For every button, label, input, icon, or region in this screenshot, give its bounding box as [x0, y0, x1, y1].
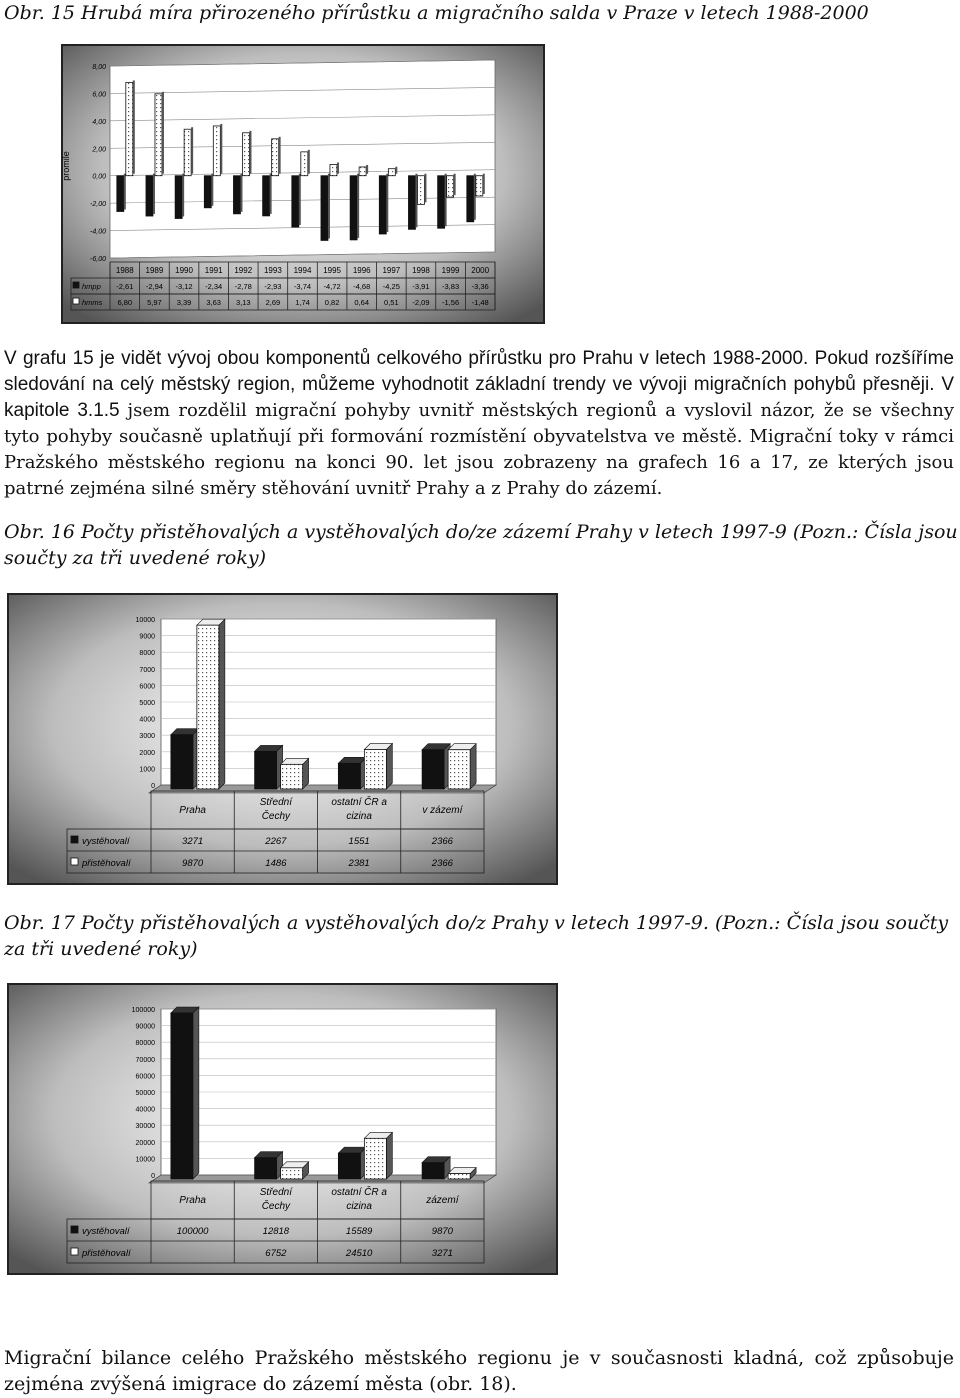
data-label-hmms: -2,09 — [412, 298, 430, 307]
x-category-label: cizina — [346, 811, 372, 822]
figure-17-chart — [7, 983, 558, 1275]
data-label-hmms: 6,80 — [117, 298, 133, 307]
y-tick-label: 20000 — [135, 1139, 155, 1147]
bar-hmpp-1998 — [408, 176, 415, 230]
data-label-přistěhovalí: 2366 — [431, 858, 453, 869]
data-label-vystěhovalí: 2267 — [265, 836, 287, 847]
data-label-hmpp: -2,93 — [264, 282, 282, 291]
x-category-label: 2000 — [471, 266, 490, 275]
bar-přistěhovalí-zázemí — [448, 1174, 470, 1179]
x-category-label: zázemí — [426, 1195, 459, 1206]
bar-side-hmms-1993 — [279, 137, 281, 174]
data-label-hmms: 0,82 — [324, 298, 340, 307]
data-label-přistěhovalí: 2381 — [348, 858, 370, 869]
y-tick-label: 4000 — [139, 716, 155, 724]
bar-side-hmpp-1993 — [270, 174, 272, 214]
y-tick-label: 100000 — [131, 1007, 155, 1014]
bar-přistěhovalí-ostatní ČR a cizina — [364, 749, 386, 789]
data-label-hmpp: -3,83 — [442, 282, 460, 291]
x-category-label: Praha — [179, 805, 206, 816]
bar-side-hmms-1989 — [162, 92, 164, 174]
legend-label-přistěhovalí: přistěhovalí — [82, 1248, 131, 1259]
bar-side-hmpp-1997 — [386, 174, 388, 232]
data-label-hmms: 1,74 — [295, 298, 310, 307]
legend-swatch-vystěhovalí — [71, 1226, 78, 1233]
bar-hmms-1996 — [359, 167, 366, 176]
x-category-label: 1992 — [234, 266, 253, 275]
figure-16-svg — [9, 595, 556, 883]
bar-vystěhovalí-Střední Čechy — [255, 1158, 277, 1179]
bar-hmms-1997 — [388, 169, 395, 176]
bar-side-hmpp-1994 — [299, 174, 301, 225]
y-tick-label: 70000 — [135, 1056, 155, 1064]
y-tick-label: 90000 — [135, 1023, 155, 1031]
x-category-label: Praha — [179, 1195, 206, 1206]
bar-vystěhovalí-Střední Čechy — [255, 751, 277, 789]
bar-side-hmpp-1995 — [328, 174, 330, 239]
bar-přistěhovalí-ostatní ČR a cizina — [364, 1138, 386, 1179]
bar-hmpp-2000 — [467, 176, 474, 222]
bar-přistěhovalí-Střední Čechy — [281, 1168, 303, 1179]
y-tick-label: 5000 — [139, 700, 155, 707]
data-label-přistěhovalí: 6752 — [265, 1248, 287, 1259]
y-tick-label: 10000 — [135, 1156, 155, 1164]
bar-side-hmpp-1992 — [240, 174, 242, 212]
bar-hmpp-1999 — [438, 176, 445, 229]
data-label-hmms: 5,97 — [147, 298, 162, 307]
data-label-hmpp: -3,91 — [412, 282, 430, 291]
legend-label-vystěhovalí: vystěhovalí — [82, 836, 130, 847]
figure-15-chart — [61, 44, 545, 324]
bar-vystěhovalí-zázemí — [422, 1163, 444, 1179]
x-category-label: cizina — [346, 1201, 372, 1212]
bar-hmpp-1990 — [175, 176, 182, 219]
data-label-vystěhovalí: 9870 — [431, 1226, 453, 1237]
data-label-hmpp: -4,25 — [382, 282, 400, 291]
y-axis-label: promile — [61, 151, 71, 181]
data-label-vystěhovalí: 100000 — [176, 1226, 209, 1237]
data-label-hmpp: -2,94 — [145, 282, 163, 291]
legend-label-přistěhovalí: přistěhovalí — [82, 858, 131, 869]
y-tick-label: 6000 — [139, 683, 155, 691]
bar-vystěhovalí-v zázemí — [422, 750, 444, 789]
bar-hmpp-1992 — [233, 176, 240, 214]
x-category-label: 1991 — [204, 266, 223, 275]
bar-side-přistěhovalí-ostatní ČR a cizina — [386, 1132, 392, 1179]
y-tick-label: 2000 — [139, 749, 155, 757]
data-label-hmpp: -2,61 — [116, 282, 134, 291]
bar-hmpp-1991 — [204, 176, 211, 208]
legend-swatch-hmms — [73, 298, 79, 304]
data-label-hmms: 0,64 — [354, 298, 370, 307]
data-label-hmpp: -4,72 — [323, 282, 341, 291]
x-category-label: ostatní ČR a — [331, 797, 387, 808]
y-tick-label: 8000 — [139, 650, 155, 658]
figure-16-chart — [7, 593, 558, 885]
data-label-vystěhovalí: 12818 — [262, 1226, 290, 1237]
legend-label-hmpp: hmpp — [82, 282, 101, 291]
bar-přistěhovalí-Praha — [197, 625, 219, 789]
figure-17-caption: Obr. 17 Počty přistěhovalých a vystěhovalých do/z Prahy v letech 1997-9. (Pozn.: Čísla jsou součty za tři uvedené roky) — [4, 912, 949, 960]
legend-label-hmms: hmms — [82, 298, 103, 307]
legend-swatch-hmpp — [73, 282, 79, 288]
bar-side-přistěhovalí-Praha — [219, 619, 225, 789]
y-tick-label: -6,00 — [90, 256, 106, 263]
data-label-přistěhovalí: 24510 — [345, 1248, 373, 1259]
figure-17-svg — [9, 985, 556, 1273]
x-category-label: 1997 — [382, 266, 401, 275]
bar-hmpp-1994 — [292, 176, 299, 227]
legend-label-vystěhovalí: vystěhovalí — [82, 1226, 130, 1237]
bar-side-hmms-1990 — [191, 127, 193, 173]
data-label-přistěhovalí: 3271 — [431, 1248, 453, 1259]
bar-side-hmms-1997 — [395, 167, 397, 174]
data-label-hmms: 0,51 — [384, 298, 399, 307]
bar-hmms-1991 — [213, 126, 220, 176]
bar-přistěhovalí-v zázemí — [448, 750, 470, 789]
bar-hmms-2000 — [476, 176, 483, 196]
legend-swatch-přistěhovalí — [71, 858, 78, 865]
data-label-hmms: -1,56 — [442, 298, 460, 307]
bar-side-hmms-1998 — [424, 174, 426, 203]
y-tick-label: 3000 — [139, 733, 155, 741]
x-category-label: ostatní ČR a — [331, 1187, 387, 1198]
y-tick-label: 0 — [151, 1173, 155, 1180]
bar-side-hmms-2000 — [483, 174, 485, 194]
x-category-label: 1990 — [175, 266, 193, 275]
data-label-hmms: 3,13 — [235, 298, 251, 307]
y-tick-label: 30000 — [135, 1123, 155, 1131]
y-tick-label: 40000 — [135, 1106, 155, 1114]
x-category-label: Střední — [259, 1187, 292, 1198]
x-category-label: Střední — [259, 797, 292, 808]
bar-vystěhovalí-Praha — [171, 1013, 193, 1179]
bar-přistěhovalí-Střední Čechy — [281, 764, 303, 789]
bar-side-vystěhovalí-Praha — [193, 1007, 199, 1179]
paragraph-2: Migrační bilance celého Pražského městského regionu je v současnosti kladná, což způsobuje zejména zvýšená imigrace do zázemí města (obr. 18). — [4, 1347, 954, 1395]
bar-side-hmpp-1990 — [182, 174, 184, 217]
paragraph-1-part-2: jsem rozdělil migrační pohyby uvnitř městských regionů a vyslovil názor, že se všechny tyto pohyby současně uplatňují při formování rozmístění obyvatelstva ve městě. Migrační toky v rámci Pražského městského regionu na konci 90. let jsou zobrazeny na grafech 16 a 17, ze kterých jsou patrné zejména silné směry stěhování uvnitř Prahy a z Prahy do zázemí. — [4, 400, 955, 499]
data-label-hmpp: -3,74 — [293, 282, 312, 291]
y-tick-label: 80000 — [135, 1040, 155, 1048]
paragraph-1 — [4, 346, 954, 502]
bar-side-hmms-1994 — [308, 150, 310, 174]
bar-hmpp-1996 — [350, 176, 357, 240]
y-tick-label: 60000 — [135, 1073, 155, 1081]
bar-hmpp-1995 — [321, 176, 328, 241]
x-category-label: 1989 — [145, 266, 164, 275]
y-tick-label: -4,00 — [90, 228, 106, 236]
data-label-přistěhovalí: 9870 — [182, 858, 204, 869]
data-label-hmpp: -4,68 — [353, 282, 371, 291]
x-category-label: Čechy — [261, 1201, 291, 1212]
y-tick-label: 9000 — [139, 633, 155, 641]
x-category-label: 1994 — [293, 266, 312, 275]
bar-hmms-1993 — [272, 139, 279, 176]
bar-side-přistěhovalí-ostatní ČR a cizina — [386, 743, 392, 789]
y-tick-label: -2,00 — [90, 201, 106, 209]
y-tick-label: 1000 — [139, 766, 155, 774]
bar-hmms-1995 — [330, 164, 337, 175]
bar-side-hmpp-1991 — [211, 174, 213, 206]
bar-hmms-1998 — [417, 176, 424, 205]
y-tick-label: 0,00 — [92, 173, 106, 181]
data-label-vystěhovalí: 1551 — [348, 836, 370, 847]
bar-vystěhovalí-ostatní ČR a cizina — [338, 1153, 360, 1179]
x-category-label: Čechy — [261, 811, 291, 822]
bar-hmpp-1997 — [379, 176, 386, 234]
y-tick-label: 10000 — [135, 617, 155, 624]
bar-hmpp-1989 — [146, 176, 153, 216]
bar-hmpp-1993 — [263, 176, 270, 216]
y-tick-label: 6,00 — [92, 91, 106, 99]
bar-hmms-1999 — [447, 176, 454, 197]
bar-vystěhovalí-ostatní ČR a cizina — [338, 763, 360, 789]
y-tick-label: 50000 — [135, 1090, 155, 1097]
legend-swatch-vystěhovalí — [71, 836, 78, 843]
x-category-label: 1995 — [323, 266, 342, 275]
y-tick-label: 8,00 — [92, 64, 106, 71]
y-tick-label: 0 — [151, 783, 155, 790]
bar-side-přistěhovalí-v zázemí — [470, 744, 476, 789]
x-category-label: 1996 — [352, 266, 371, 275]
data-label-hmms: 2,69 — [265, 298, 281, 307]
data-label-hmms: 3,63 — [206, 298, 221, 307]
bar-side-hmpp-1996 — [357, 174, 359, 238]
data-label-hmpp: -3,36 — [471, 282, 489, 291]
figure-16-caption: Obr. 16 Počty přistěhovalých a vystěhovalých do/ze zázemí Prahy v letech 1997-9 (Pozn.: Čísla jsou součty za tři uvedené roky) — [4, 521, 958, 569]
data-label-hmpp: -2,34 — [205, 282, 223, 291]
x-category-label: 1993 — [263, 266, 282, 275]
x-category-label: 1999 — [441, 266, 460, 275]
bar-side-hmms-1999 — [454, 174, 456, 195]
y-tick-label: 7000 — [139, 666, 155, 674]
data-label-přistěhovalí: 1486 — [265, 858, 287, 869]
figure-15-caption: Obr. 15 Hrubá míra přirozeného přírůstku a migračního salda v Praze v letech 1988-2000 — [4, 2, 869, 24]
bar-side-hmms-1991 — [220, 124, 222, 174]
bar-hmms-1989 — [155, 94, 162, 176]
data-label-hmms: 3,39 — [176, 298, 192, 307]
bar-hmms-1992 — [242, 133, 249, 176]
figure-15-svg — [63, 46, 543, 322]
bar-side-hmms-1988 — [133, 80, 135, 173]
bar-side-hmms-1992 — [249, 131, 251, 174]
data-label-vystěhovalí: 3271 — [182, 836, 204, 847]
y-tick-label: 2,00 — [92, 146, 106, 154]
bar-hmms-1988 — [126, 82, 133, 175]
bar-hmms-1990 — [184, 129, 191, 175]
bar-side-hmms-1996 — [366, 165, 368, 174]
bar-side-hmms-1995 — [337, 162, 339, 173]
y-tick-label: 4,00 — [92, 118, 106, 126]
bar-side-hmpp-1988 — [124, 174, 126, 210]
legend-swatch-přistěhovalí — [71, 1248, 78, 1255]
data-label-hmms: -1,48 — [471, 298, 489, 307]
paragraph-1-part-1: V grafu 15 je vidět vývoj obou komponentů celkového přírůstku pro Prahu v letech 1988-2000. Pokud rozšíříme sledování na celý městský region, můžeme vyhodnotit základní trendy ve vývoji migračních pohybů přesněji. V kapitole 3.1.5 — [4, 348, 954, 421]
data-label-hmpp: -2,78 — [234, 282, 252, 291]
bar-side-hmpp-1989 — [153, 174, 155, 214]
x-category-label: 1998 — [412, 266, 430, 275]
bar-vystěhovalí-Praha — [171, 735, 193, 789]
x-category-label: v zázemí — [422, 805, 463, 816]
data-label-vystěhovalí: 15589 — [345, 1226, 373, 1237]
bar-hmpp-1988 — [117, 176, 124, 212]
x-category-label: 1988 — [115, 266, 134, 275]
data-label-vystěhovalí: 2366 — [431, 836, 453, 847]
bar-hmms-1994 — [301, 152, 308, 176]
data-label-hmpp: -3,12 — [175, 282, 193, 291]
